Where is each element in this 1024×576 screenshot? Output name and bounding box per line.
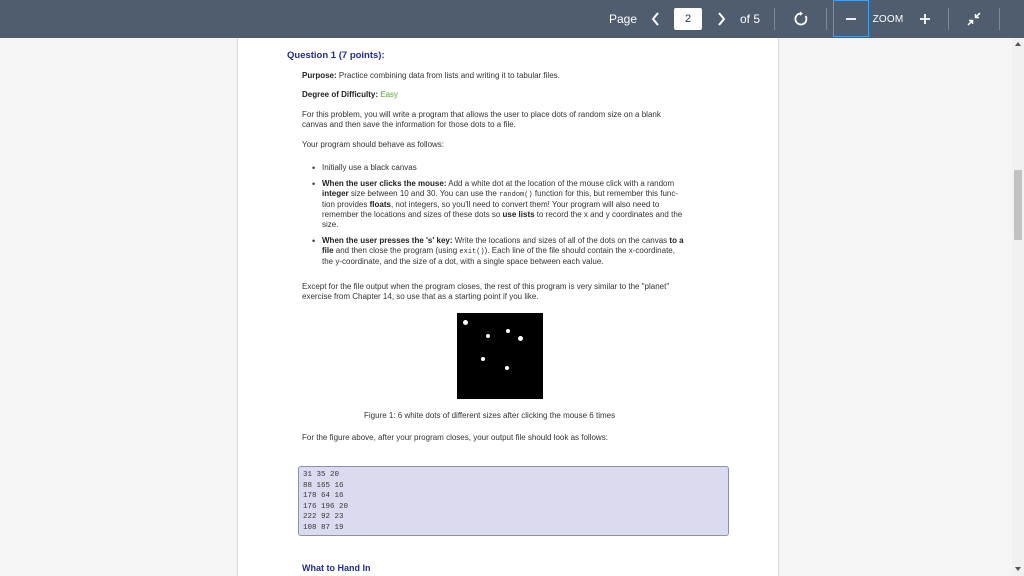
list-item <box>312 236 732 267</box>
bullet-text: remember the locations and sizes of these dots so <box>322 210 503 219</box>
code-line: 88 165 16 <box>303 481 344 490</box>
bullet-text: Write the locations and sizes of all of the dots on the canvas <box>452 236 670 245</box>
bullet-bold: integer <box>322 189 349 198</box>
behave-line: Your program should behave as follows: <box>302 140 445 149</box>
figure-dot <box>463 320 468 325</box>
toolbar-divider <box>999 8 1000 30</box>
plus-icon <box>919 13 931 25</box>
page-number-input[interactable] <box>674 8 702 30</box>
scroll-up-arrow-icon[interactable] <box>1015 42 1021 46</box>
question-title: Question 1 (7 points): <box>287 50 385 61</box>
figure-dot <box>486 334 490 338</box>
bullet-text: size between 10 and 30. You can use the <box>348 189 500 198</box>
figure-dot <box>481 357 485 361</box>
bullet-text: size. <box>322 220 339 229</box>
requirements-list <box>312 163 732 273</box>
fit-to-page-button[interactable] <box>962 0 986 38</box>
minus-icon <box>845 13 857 25</box>
code-line: 108 87 19 <box>303 523 344 532</box>
bullet-text: , not integers, so you'll need to convert them! Your program will also need to <box>390 200 660 209</box>
figure-dot <box>518 336 523 341</box>
next-page-button[interactable] <box>711 0 731 38</box>
zoom-out-button[interactable] <box>833 0 869 37</box>
intro-paragraph <box>302 110 732 130</box>
output-intro: For the figure above, after your program closes, your output file should look as follows: <box>302 433 608 442</box>
bullet-bold: floats <box>369 200 391 209</box>
bullet-text: Add a white dot at the location of the mouse click with a random <box>446 179 675 188</box>
bullet-text: ). Each line of the file should contain the x-coordinate, <box>484 246 675 255</box>
difficulty-value: Easy <box>378 90 399 99</box>
code-line: 31 35 20 <box>303 471 340 479</box>
page-count: of 5 <box>739 12 760 26</box>
list-item <box>312 179 732 230</box>
figure-black-canvas <box>457 313 543 399</box>
code-line: 176 196 20 <box>303 502 349 511</box>
figure-dot <box>506 329 510 333</box>
zoom-label: ZOOM <box>872 13 904 25</box>
collapse-arrows-icon <box>967 12 981 26</box>
intro-line: For this problem, you will write a program that allows the user to place dots of random size on a blank <box>302 110 661 119</box>
toolbar-divider <box>826 8 827 30</box>
except-line: exercise from Chapter 14, so use that as a starting point if you like. <box>302 292 539 301</box>
rotate-icon <box>793 11 809 27</box>
vertical-scrollbar[interactable] <box>1012 38 1024 576</box>
toolbar-divider <box>948 8 949 30</box>
difficulty-label: Degree of Difficulty: <box>302 90 379 99</box>
bullet-lead: When the user presses the 's' key: <box>322 236 453 245</box>
purpose-label: Purpose: <box>302 71 337 80</box>
bullet-text: the y-coordinate, and the size of a dot, with a single space between each value. <box>322 257 604 266</box>
output-code-block <box>298 466 729 536</box>
bullet-text: function for this, but remember this func- <box>532 189 679 198</box>
rotate-button[interactable] <box>788 0 814 38</box>
chevron-right-icon <box>717 12 726 26</box>
toolbar-divider <box>774 8 775 30</box>
previous-page-button[interactable] <box>645 0 665 38</box>
code-inline: exit() <box>459 248 485 256</box>
page-label: Page <box>608 12 638 26</box>
list-item <box>312 163 732 173</box>
bullet-bold: use lists <box>502 210 535 219</box>
chevron-left-icon <box>651 12 660 26</box>
bullet-text: tion provides <box>322 200 370 209</box>
bullet-text: to record the x and y coordinates and the <box>534 210 683 219</box>
code-line: 178 64 16 <box>303 492 344 500</box>
except-paragraph <box>302 282 732 302</box>
code-line: 222 92 23 <box>303 513 344 521</box>
purpose-text: Practice combining data from lists and writing it to tabular files. <box>336 71 560 80</box>
bullet-text: and then close the program (using <box>333 246 460 255</box>
bullet-bold: file <box>322 246 334 255</box>
scroll-down-arrow-icon[interactable] <box>1015 567 1021 571</box>
code-inline: random() <box>499 191 533 199</box>
purpose-line <box>302 71 560 81</box>
figure-dot <box>505 366 509 370</box>
pdf-toolbar <box>0 0 1024 38</box>
bullet-text: Initially use a black canvas <box>322 163 417 172</box>
bullet-bold: to a <box>669 236 684 245</box>
figure-caption: Figure 1: 6 white dots of different sizes after clicking the mouse 6 times <box>364 411 616 420</box>
difficulty-line <box>302 90 398 100</box>
bullet-lead: When the user clicks the mouse: <box>322 179 447 188</box>
hand-in-heading: What to Hand In <box>302 563 371 573</box>
intro-line: canvas and then save the information for those dots to a file. <box>302 120 516 129</box>
scrollbar-thumb[interactable] <box>1014 170 1022 240</box>
except-line: Except for the file output when the program closes, the rest of this program is very similar to the "planet" <box>302 282 670 291</box>
zoom-in-button[interactable] <box>914 0 936 38</box>
